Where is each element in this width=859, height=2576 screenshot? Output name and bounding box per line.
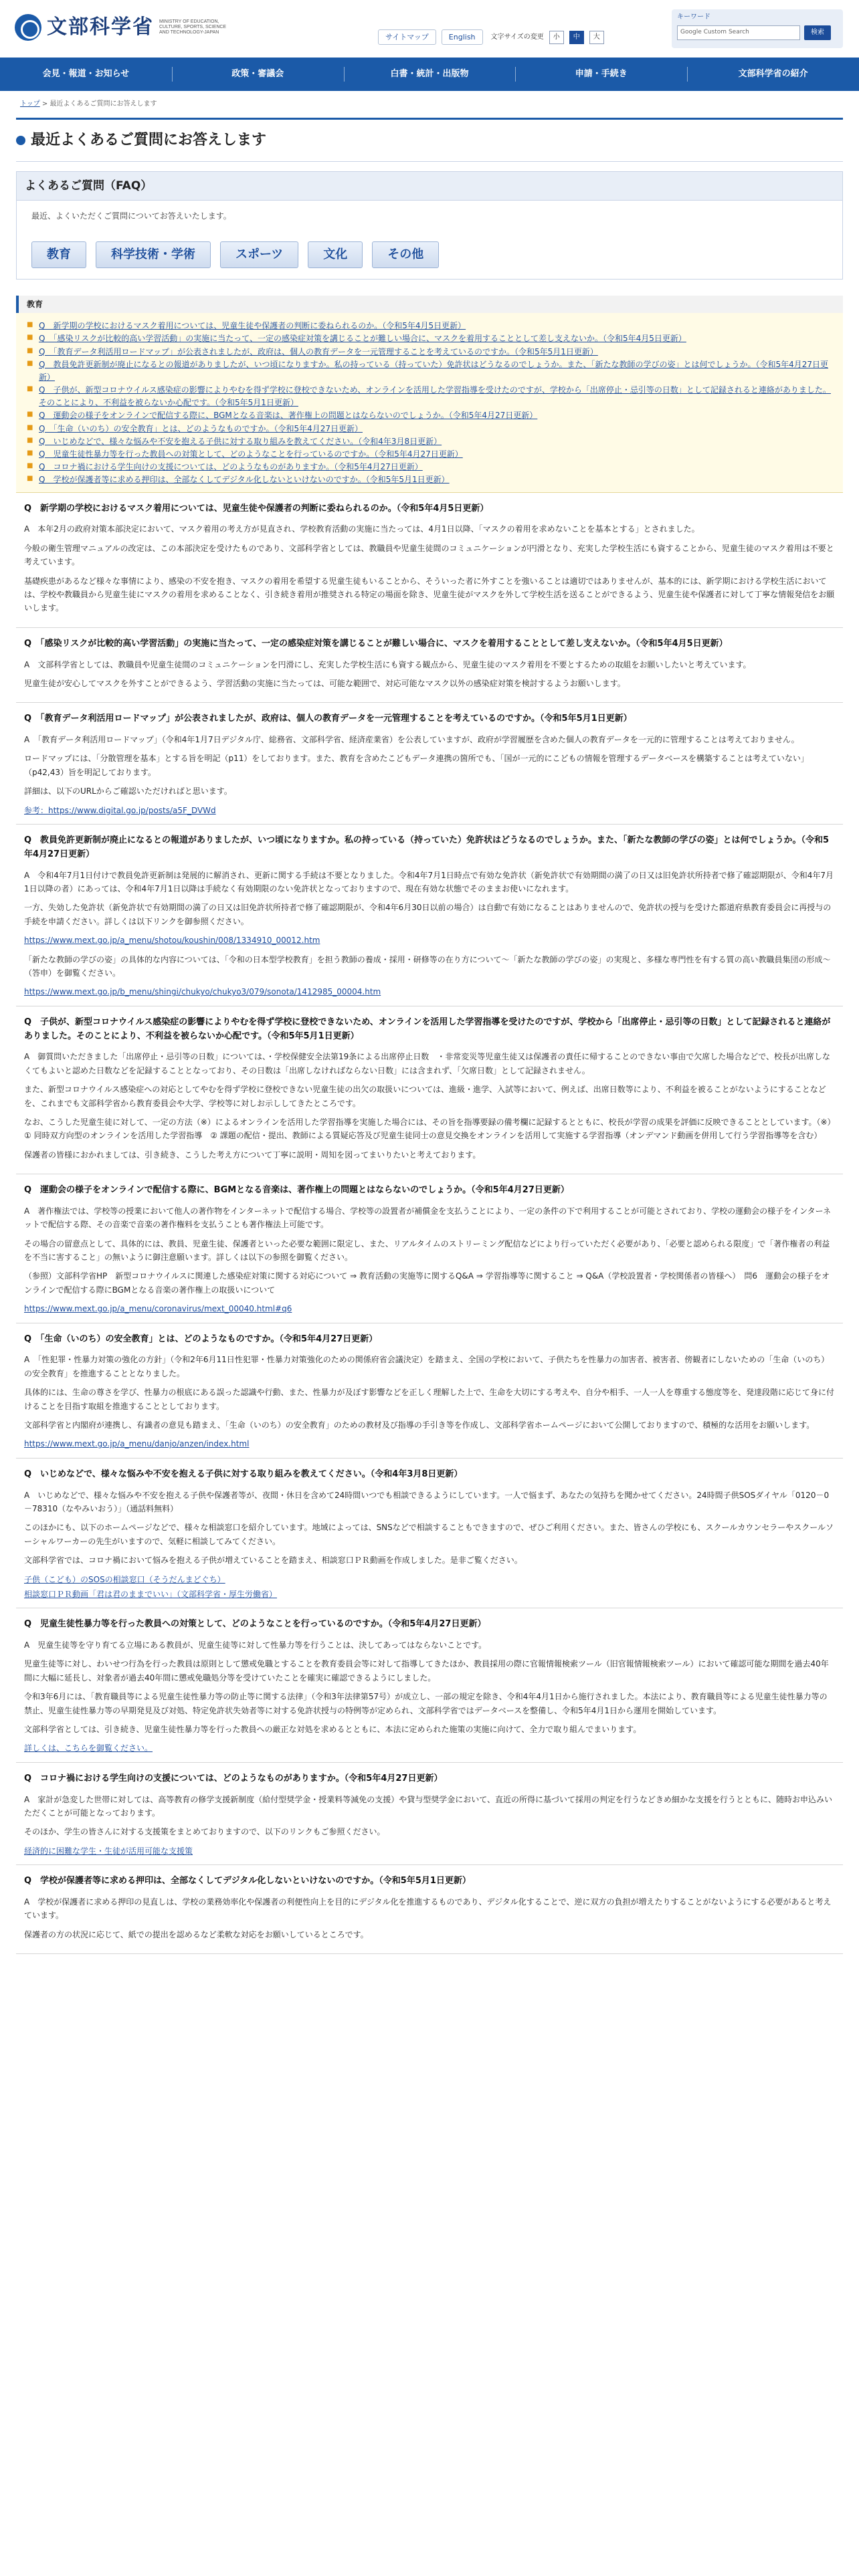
answer-paragraph: （参照）文部科学省HP 新型コロナウイルスに関連した感染症対策に関する対応について ⇒ 教育活動の実施等に関するQ&A ⇒ 学習指導等に関すること ⇒ Q&A（学校設置者・学校関係者の皆様へ） 問6 運動会の様子をオンラインで配信する際にBGMとなる音楽の著作権上の取扱いについて [24,1271,830,1295]
toc-link[interactable]: Q 児童生徒性暴力等を行った教員への対策として、どのようなことを行っているのですか。（令和5年4月27日更新） [39,449,463,459]
reference-link[interactable]: 参考：https://www.digital.go.jp/posts/a5F_DVWd [24,805,216,815]
answer [24,658,835,691]
answer-paragraph: A 家計が急変した世帯に対しては、高等教育の修学支援新制度（給付型奨学金・授業料等減免の支援）や貸与型奨学金において、直近の所得に基づいて採用の判定を行うなどきめ細かな支援を行うとともに、随時お申込みいただくことが可能となっております。 [24,1794,832,1818]
question: Q 子供が、新型コロナウイルス感染症の影響によりやむを得ず学校に登校できないため、オンラインを活用した学習指導を受けたのですが、学校から「出席停止・忌引等の日数」として記録されると連絡がありました。そのことにより、不利益を被らないか心配です。（令和5年5月1日更新） [24,1016,831,1041]
answer-paragraph: そのほか、学生の皆さんに対する支援策をまとめておりますので、以下のリンクもご参照ください。 [24,1827,385,1837]
answer-paragraph: ロードマップには、「分散管理を基本」とする旨を明記（p11）をしております。また、教育を含めたこどもデータ連携の箇所でも、「国が一元的にこどもの情報を管理するデータベースを構築することは考えていない」（p42,43）旨を明記しております。 [24,754,809,777]
toc-link[interactable]: Q 運動会の様子をオンラインで配信する際に、BGMとなる音楽は、著作権上の問題とはならないのでしょうか。（令和5年4月27日更新） [39,411,538,421]
toc-link[interactable]: Q 子供が、新型コロナウイルス感染症の影響によりやむを得ず学校に登校できないため、オンラインを活用した学習指導を受けたのですが、学校から「出席停止・忌引等の日数」として記録されると連絡がありました。そのことにより、不利益を被らないか心配です。（令和5年5月1日更新） [39,385,831,408]
ministry-emblem-icon [15,14,41,41]
page-bottom-spacer [16,1954,843,1981]
nav-item-press[interactable]: 会見・報道・お知らせ [42,68,130,79]
font-size-small-button[interactable]: 小 [549,31,564,44]
education-section [16,296,843,1955]
education-heading: 教育 [16,296,843,314]
question: Q コロナ禍における学生向けの支援については、どのようなものがありますか。（令和5年4月27日更新） [24,1773,443,1784]
toc-item [39,409,835,422]
toc-item [39,358,835,384]
answer-paragraph: 詳細は、以下のURLからご確認いただければと思います。 [24,786,232,796]
category-other-button[interactable]: その他 [372,241,439,268]
toc-link[interactable]: Q 「感染リスクが比較的高い学習活動」の実施に当たって、一定の感染症対策を講じることが難しい場合に、マスクを着用することとして差し支えないか。（令和5年4月5日更新） [39,334,686,344]
question-index [16,313,843,492]
category-sports-button[interactable]: スポーツ [220,241,298,268]
breadcrumb-current: 最近よくあるご質問にお答えします [50,100,157,108]
details-link[interactable]: 詳しくは、こちらを御覧ください。 [24,1743,153,1753]
toc-link[interactable]: Q 教員免許更新制が廃止になるとの報道がありましたが、いつ頃になりますか。私の持っている（持っていた）免許状はどうなるのでしょうか。また、「新たな教師の学びの姿」とは何でしょうか。（令和5年4月27日更新） [39,359,828,382]
answer-paragraph: 児童生徒が安心してマスクを外すことができるよう、学習活動の実施に当たっては、可能な範囲で、対応可能なマスク以外の感染症対策を検討するようお願いします。 [24,678,626,688]
answer [24,1489,835,1602]
toc-item [39,461,835,473]
question: Q 新学期の学校におけるマスク着用については、児童生徒や保護者の判断に委ねられるのか。（令和5年4月5日更新） [24,503,489,514]
answer-paragraph: A 「性犯罪・性暴力対策の強化の方針」（令和2年6月11日性犯罪・性暴力対策強化のための関係府省会議決定）を踏まえ、全国の学校において、子供たちを性暴力の加害者、被害者、傍観者にしないための「生命（いのち）の安全教育」を推進することとなりました。 [24,1355,830,1378]
toc-link[interactable]: Q 「生命（いのち）の安全教育」とは、どのようなものですか。（令和5年4月27日更新） [39,423,363,433]
toc-item [39,384,835,409]
answer-paragraph: 基礎疾患があるなど様々な事情により、感染の不安を抱き、マスクの着用を希望する児童生徒もいることから、そういった者に外すことを強いることは適切ではありませんが、基本的には、新学期における学校生活においては、学校や教職員から児童生徒にマスクの着用を求めることなく、引き続き着用が推奨される特定の場面を除き、児童生徒がマスクを外して学校生活を送ることができるよう、児童生徒や保護者に対して丁寧な情報発信をお願いします。 [24,576,835,613]
qa-item-high-risk-activity [16,628,843,704]
answer-paragraph: 文部科学省としては、引き続き、児童生徒性暴力等を行った教員への厳正な対処を求めるとともに、本法に定められた施策の実施に向けて、全力で取り組んでまいります。 [24,1725,642,1735]
global-nav [0,58,859,91]
reference-link[interactable]: https://www.mext.go.jp/a_menu/danjo/anzen/index.html [24,1439,250,1449]
qa-item-teacher-misconduct [16,1608,843,1763]
toc-item [39,346,835,358]
page-title: 最近よくあるご質問にお答えします [31,131,267,148]
question: Q 「教育データ利活用ロードマップ」が公表されましたが、政府は、個人の教育データを一元管理することを考えているのですか。（令和5年5月1日更新） [24,714,632,724]
breadcrumb [0,91,859,118]
question: Q 運動会の様子をオンラインで配信する際に、BGMとなる音楽は、著作権上の問題とはならないのでしょうか。（令和5年4月27日更新） [24,1185,569,1196]
answer-paragraph: A 児童生徒等を守り育てる立場にある教員が、児童生徒等に対して性暴力等を行うことは、決してあってはならないことです。 [24,1640,487,1650]
qa-item-student-support [16,1763,843,1865]
toc-link[interactable]: Q 「教育データ利活用ロードマップ」が公表されましたが、政府は、個人の教育データを一元管理することを考えているのですか。（令和5年5月1日更新） [39,346,598,356]
category-science-button[interactable]: 科学技術・学術 [96,241,211,268]
toc-link[interactable]: Q コロナ禍における学生向けの支援については、どのようなものがありますか。（令和5年4月27日更新） [39,462,423,472]
main-content [16,118,843,1981]
answer [24,1793,835,1858]
toc-link[interactable]: Q 新学期の学校におけるマスク着用については、児童生徒や保護者の判断に委ねられるのか。（令和5年4月5日更新） [39,321,466,331]
question: Q 「感染リスクが比較的高い学習活動」の実施に当たって、一定の感染症対策を講じることが難しい場合に、マスクを着用することとして差し支えないか。（令和5年4月5日更新） [24,638,728,649]
sitemap-link[interactable]: サイトマップ [378,29,436,45]
answer-paragraph: A 著作権法では、学校等の授業において他人の著作物をインターネットで配信する場合、学校等の設置者が補償金を支払うことにより、一定の条件の下で利用することが可能とされており、学校の運動会の様子をインターネットで配信する際、その音楽で音楽の著作権料を支払うことも著作権法上可能です。 [24,1206,832,1230]
nav-item-policy[interactable]: 政策・審議会 [172,58,344,91]
nav-item-about[interactable]: 文部科学省の紹介 [687,58,859,91]
qa-item-mask [16,493,843,628]
answer-paragraph: A 学校が保護者に求める押印の見直しは、学校の業務効率化や保護者の利便性向上を目的にデジタル化を推進するものであり、デジタル化することで、逆に双方の負担が増えたりすることがないようにする必要があると考えています。 [24,1897,832,1921]
logo-text: 文部科学省 [47,15,154,39]
category-culture-button[interactable]: 文化 [308,241,363,268]
title-bullet-icon [16,136,25,145]
answer [24,1353,835,1451]
font-size-medium-button[interactable]: 中 [569,31,584,44]
search-box [672,9,843,48]
answer [24,1050,835,1162]
qa-item-life-safety-education [16,1323,843,1459]
faq-description: 最近、よくいただくご質問についてお答えいたします。 [31,211,231,221]
answer-paragraph: 保護者の皆様におかれましては、引き続き、こうした考え方について丁寧に説明・周知を図ってまいりたいと考えております。 [24,1150,481,1160]
nav-item-white-paper[interactable]: 白書・統計・出版物 [344,58,516,91]
answer-paragraph: A 令和4年7月1日付けで教員免許更新制は発展的に解消され、更新に関する手続は不要となりました。令和4年7月1日時点で有効な免許状（新免許状で有効期間の満了の日又は旧免許状所持者で修了確認期限が、令和4年7月1日以降の者）にあっては、令和4年7月1日以降は手続なく有効期限のない免許状となっておりますので、現在有効な状態でそのままお使いになれます。 [24,870,834,894]
toc-link[interactable]: Q いじめなどで、様々な悩みや不安を抱える子供に対する取り組みを教えてください。（令和4年3月8日更新） [39,436,442,446]
answer-paragraph: A 本年2月の政府対策本部決定において、マスク着用の考え方が見直され、学校教育活動の実施に当たっては、4月1日以降、「マスクの着用を求めないことを基本とする」とされました。 [24,524,700,534]
qa-item-license-renewal [16,825,843,1006]
qa-item-online-learning [16,1006,843,1174]
reference-link[interactable]: https://www.mext.go.jp/a_menu/coronavirus/mext_00040.html#q6 [24,1304,292,1314]
question: Q 児童生徒性暴力等を行った教員への対策として、どのようなことを行っているのですか。（令和5年4月27日更新） [24,1619,486,1630]
logo-english: MINISTRY OF EDUCATION, CULTURE, SPORTS, SCIENCE AND TECHNOLOGY-JAPAN [159,19,227,35]
answer [24,869,835,999]
toc-link[interactable]: Q 学校が保護者等に求める押印は、全部なくしてデジタル化しないといけないのですか。（令和5年5月1日更新） [39,475,450,485]
answer-paragraph: 今般の衛生管理マニュアルの改定は、この本部決定を受けたものであり、文部科学省としては、教職員や児童生徒間のコミュニケーションが円滑となり、充実した学校生活にも資することから、児童生徒のマスク着用は不要と考えています。 [24,543,834,567]
toc-item [39,332,835,345]
breadcrumb-home[interactable]: トップ [20,100,40,108]
question: Q 教員免許更新制が廃止になるとの報道がありましたが、いつ頃になりますか。私の持っている（持っていた）免許状はどうなるのでしょうか。また、「新たな教師の学びの姿」とは何でしょうか。（令和5年4月27日更新） [24,835,830,859]
answer [24,733,835,817]
font-size-label: 文字サイズの変更 [490,33,544,41]
question: Q 「生命（いのち）の安全教育」とは、どのようなものですか。（令和5年4月27日更新） [24,1333,378,1344]
answer-paragraph: 児童生徒等に対し、わいせつ行為を行った教員は原則として懲戒免職とすることを教育委員会等に対して指導してきたほか、教員採用の際に官報情報検索ツール（旧官報情報検索ツール）において確認可能な期間を過去40年間に大幅に延長し、対象者が過去40年間に懲戒免職処分等を受けていたことを確実に確認できるようにしました。 [24,1659,829,1683]
answer-paragraph: 令和3年6月には、「教育職員等による児童生徒性暴力等の防止等に関する法律」（令和3年法律第57号）が成立し、一部の規定を除き、令和4年4月1日から施行されました。本法により、教育職員等による児童生徒性暴力等の禁止、児童生徒性暴力等の早期発見及び対処、特定免許状失効者等に対する免許状授与の特例等が定められ、文部科学省ではデータベースを整備し、令和5年4月1日から運用を開始しています。 [24,1692,828,1715]
answer-paragraph: A 「教育データ利活用ロードマップ」（令和4年1月7日デジタル庁、総務省、文部科学省、経済産業省）を公表していますが、政府が学習履歴を含めた個人の教育データを一元的に管理することは考えておりません。 [24,735,799,745]
qa-item-bullying-support [16,1459,843,1609]
answer-paragraph: 一方、失効した免許状（新免許状で有効期間の満了の日又は旧免許状所持者で修了確認期限が、令和4年6月30日以前の場合）は自動で有効になることはありませんので、免許状の授与を受けた都道府県教育委員会に再授与の手続を申請ください。詳しくは以下リンクを御参照ください。 [24,903,832,926]
breadcrumb-separator: > [41,100,50,108]
answer-paragraph: このほかにも、以下のホームページなどで、様々な相談窓口を紹介しています。地域によっては、SNSなどで相談することもできますので、ぜひご利用ください。また、皆さんの学校にも、スクールカウンセラーやスクールソーシャルワーカーの先生がいますので、気軽に相談してみてください。 [24,1523,834,1546]
reference-link[interactable]: https://www.mext.go.jp/b_menu/shingi/chukyo/chukyo3/079/sonota/1412985_00004.htm [24,987,381,997]
search-label: キーワード [677,13,710,21]
answer [24,1638,835,1755]
search-input[interactable]: Google Custom Search [677,25,800,40]
category-buttons [31,241,828,268]
site-header [0,0,859,58]
qa-item-seal-digitalization [16,1865,843,1954]
english-link[interactable]: English [442,29,483,45]
font-size-large-button[interactable]: 大 [589,31,604,44]
toc-item [39,435,835,448]
answer [24,522,835,615]
page-title-bar [16,118,843,162]
answer-paragraph: 文部科学省と内閣府が連携し、有識者の意見も踏まえ、「生命（いのち）の安全教育」のための教材及び指導の手引き等を作成し、文部科学省ホームページにおいて公開しておりますので、積極的な活用をお願いします。 [24,1420,815,1430]
question: Q いじめなどで、様々な悩みや不安を抱える子供に対する取り組みを教えてください。（令和4年3月8日更新） [24,1469,463,1479]
toc-item [39,320,835,332]
faq-box [16,171,843,280]
answer-paragraph: A いじめなどで、様々な悩みや不安を抱える子供や保護者等が、夜間・休日を含めて24時間いつでも相談できるようにしています。一人で悩まず、あなたの気持ちを聞かせてください。24時間子供SOSダイヤル「0120－0－78310（なやみいおう）」（通話料無料） [24,1490,830,1513]
answer [24,1895,835,1941]
header-links [378,29,604,45]
toc-item [39,473,835,486]
answer-paragraph: A 文部科学省としては、教職員や児童生徒間のコミュニケーションを円滑にし、充実した学校生活にも資する観点から、児童生徒のマスク着用を不要とするための取組をお願いしたいと考えています。 [24,659,751,669]
site-logo[interactable] [15,12,233,43]
support-measures-link[interactable]: 経済的に困難な学生・生徒が活用可能な支援策 [24,1846,193,1856]
question: Q 学校が保護者等に求める押印は、全部なくしてデジタル化しないといけないのですか。（令和5年5月1日更新） [24,1876,471,1887]
search-button[interactable]: 検索 [804,25,831,40]
answer [24,1204,835,1316]
answer-paragraph: また、新型コロナウイルス感染症への対応としてやむを得ず学校に登校できない児童生徒の出欠の取扱いについては、進級・進学、入試等において、例えば、出席日数等により、不利益を被ることがないようにすることなどを、これまでも文部科学省から教育委員会や大学、学校等に対しお示ししてきたところです。 [24,1085,826,1108]
nav-item-application[interactable]: 申請・手続き [515,58,687,91]
toc-item [39,448,835,461]
qa-item-sports-day-bgm [16,1174,843,1323]
answer-paragraph: 文部科学省では、コロナ禍において悩みを抱える子供が増えていることを踏まえ、相談窓口ＰＲ動画を作成しました。是非ご覧ください。 [24,1555,522,1566]
answer-paragraph: A 御質問いただきました「出席停止・忌引等の日数」については、・学校保健安全法第19条による出席停止日数 ・非常変災等児童生徒又は保護者の責任に帰することのできない事由で欠席した場合などで、校長が出席しなくてもよいと認めた日数などを記録することとなっており、その日数は「出席しなければならない日数」には含まれず、「欠席日数」として記録されません。 [24,1052,831,1075]
pr-video-link[interactable]: 相談窓口ＰＲ動画「君は君のままでいい」（文部科学省・厚生労働省） [24,1589,278,1599]
answer-paragraph: 保護者の方の状況に応じて、紙での提出を認めるなど柔軟な対応をお願いしているところです。 [24,1929,369,1939]
reference-link[interactable]: https://www.mext.go.jp/a_menu/shotou/koushin/008/1334910_00012.htm [24,936,320,946]
qa-item-education-data [16,703,843,825]
answer-paragraph: なお、こうした児童生徒に対して、一定の方法（※）によるオンラインを活用した学習指導を実施した場合には、その旨を指導要録の備考欄に記録するとともに、校長が学習の成果を評価に反映できることとしています。（※）① 同時双方向型のオンラインを活用した学習指導 ② 課題の配信・提出、教師による質疑応答及び児童生徒同士の意見交換をオンラインを活用して実施する学習指導（オンデマンド動画を併用して行う学習指導等を含む） [24,1117,832,1141]
answer-paragraph: 具体的には、生命の尊さを学び、性暴力の根底にある誤った認識や行動、また、性暴力が及ぼす影響などを正しく理解した上で、生命を大切にする考えや、自分や相手、一人一人を尊重する態度等を、発達段階に応じて身に付けることを目指す取組を推進することとしております。 [24,1388,835,1411]
answer-paragraph: その場合の留意点として、具体的には、教員、児童生徒、保護者といった必要な範囲に限定し、また、リアルタイムのストリーミング配信などにより行っていただく必要があり、「必要と認められる限度」で「著作権者の利益を不当に害すること」の無いように御注意願います。詳しくは以下の参照を御覧ください。 [24,1239,830,1263]
category-education-button[interactable]: 教育 [31,241,86,268]
faq-heading: よくあるご質問（FAQ） [17,172,842,201]
sos-consultation-link[interactable]: 子供（こども）のSOSの相談窓口（そうだんまどぐち） [24,1574,225,1584]
answer-paragraph: 「新たな教師の学びの姿」の具体的な内容については、「令和の日本型学校教育」を担う教師の養成・採用・研修等の在り方について～「新たな教師の学びの姿」の実現と、多様な専門性を有する質の高い教職員集団の形成～（答申）を御覧ください。 [24,954,831,978]
toc-item [39,423,835,435]
